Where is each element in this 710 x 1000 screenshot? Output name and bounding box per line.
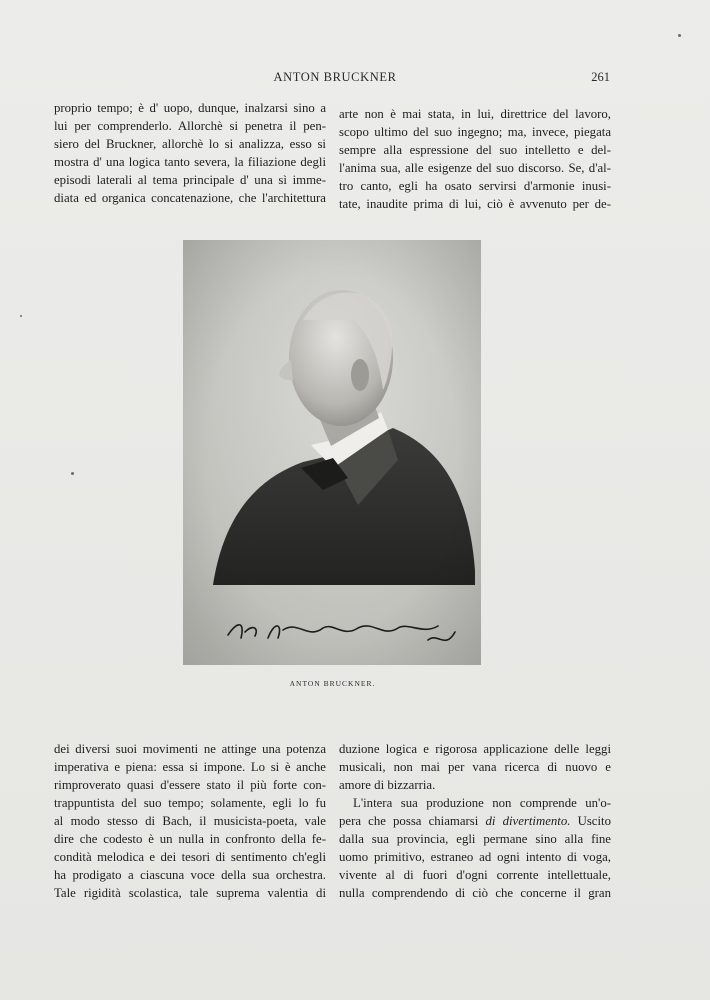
text-line: imperativa e piena: essa si impone. Lo si è anche [54, 760, 326, 774]
text-line: mostra d' una logica tanto severa, la filiazione degli [54, 155, 326, 169]
portrait-plate [183, 240, 481, 665]
top-left-column [54, 99, 326, 207]
portrait-caption: ANTON BRUCKNER. [289, 679, 376, 688]
running-title: ANTON BRUCKNER [273, 70, 397, 84]
text-line: musicali, non mai per vana ricerca di nuovo e [339, 760, 611, 774]
text-line: duzione logica e rigorosa applicazione delle leggi [339, 742, 611, 756]
text-line: uomo primitivo, estraneo ad ogni intento di voga, [339, 850, 611, 864]
paper-speck [71, 472, 74, 475]
text-line: dalla sua provincia, egli permane sino alla fine [339, 832, 611, 846]
text-line: amore di bizzarria. [339, 778, 436, 792]
bottom-left-column [54, 740, 326, 902]
top-right-column [339, 105, 611, 213]
paper-speck [678, 34, 681, 37]
text-line: l'anima sua, alle esigenze del suo discorso. Se, d'al- [339, 161, 611, 175]
text-line: ha prodigato a ciascuna voce della sua orchestra. [54, 868, 326, 882]
text-line: tate, inaudite prima di lui, ciò è avvenuto per de- [339, 197, 611, 211]
portrait-image [183, 240, 481, 665]
text-line: lui per comprenderlo. Allorchè si penetra il pen- [54, 119, 326, 133]
text-line: siero del Bruckner, allorchè lo si analizza, esso si [54, 137, 326, 151]
text-line: arte non è mai stata, in lui, direttrice del lavoro, [339, 107, 611, 121]
text-line [339, 812, 611, 830]
text-line: tro canto, egli ha osato servirsi d'armonie inusi- [339, 179, 611, 193]
text-line: proprio tempo; è d' uopo, dunque, inalzarsi sino a [54, 101, 326, 115]
text-line: rimproverato quasi d'essere stato il più forte con- [54, 778, 326, 792]
text-line: nulla comprendendo di ciò che concerne il gran [339, 886, 611, 900]
text-line: sempre alla espressione del suo intelletto e del- [339, 143, 611, 157]
page-number: 261 [591, 70, 610, 84]
text-line: diata ed organica concatenazione, che l'architettura [54, 191, 326, 205]
text-line: episodi laterali al tema principale d' una sì imme- [54, 173, 326, 187]
text-line: dire che codesto è un nulla in confronto della fe- [54, 832, 326, 846]
text-line: dei diversi suoi movimenti ne attinge una potenza [54, 742, 326, 756]
text-line: vivente al di fuori d'ogni corrente intellettuale, [339, 868, 611, 882]
bottom-right-column [339, 740, 611, 902]
text-line: scopo ultimo del suo ingegno; ma, invece, piegata [339, 125, 611, 139]
text-line: L'intera sua produzione non comprende un'o- [353, 796, 611, 810]
text-run: pera che possa chiamarsi [339, 814, 486, 828]
paper-speck [20, 315, 22, 317]
text-line: trappuntista del suo tempo; solamente, egli lo fu [54, 796, 326, 810]
italic-term: di divertimento. [485, 814, 571, 828]
text-line: condità melodica e dei tesori di sentimento ch'egli [54, 850, 326, 864]
text-line: Tale rigidità scolastica, tale suprema valentia di [54, 886, 326, 900]
text-run: Uscito [570, 814, 611, 828]
text-line: al modo stesso di Bach, il musicista-poeta, vale [54, 814, 326, 828]
